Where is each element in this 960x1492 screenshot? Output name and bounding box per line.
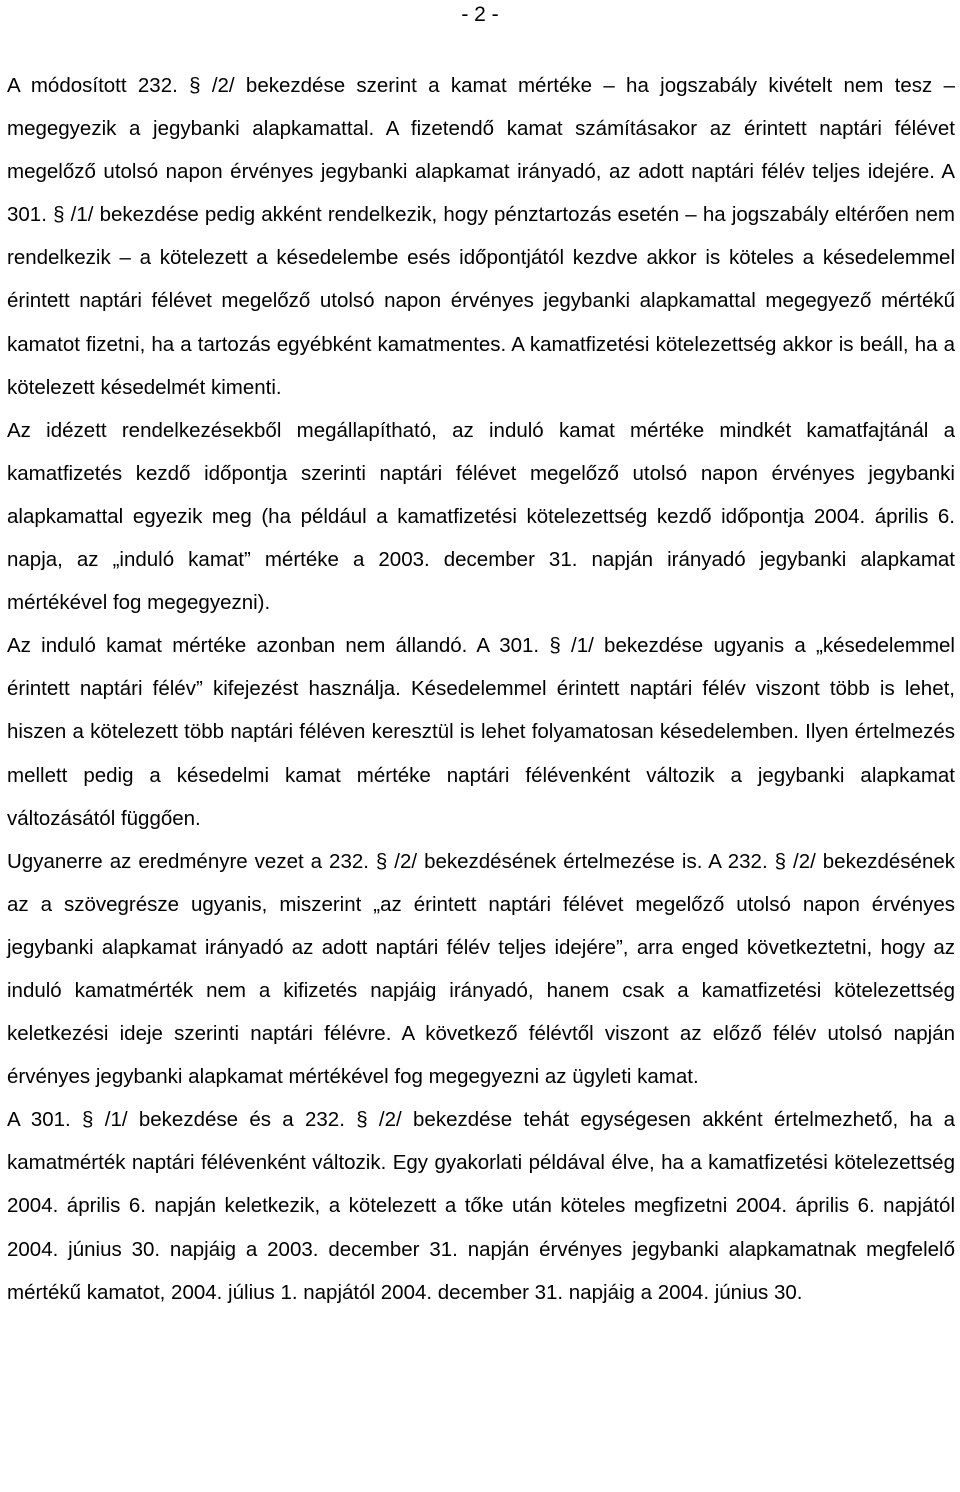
paragraph: A 301. § /1/ bekezdése és a 232. § /2/ bekezdése tehát egységesen akként értelmezhető, ha a kamatmérték naptári félévenként változik. Egy gyakorlati példával élve, ha a kamatfizetési kötelezettség 2004. április 6. napján keletkezik, a kötelezett a tőke után köteles megfizetni 2004. április 6. napjától 2004. június 30. napjáig a 2003. december 31. napján érvényes jegybanki alapkamatnak megfelelő mértékű kamatot, 2004. július 1. napjától 2004. december 31. napjáig a 2004. június 30. [7,1108,955,1304]
page-number: - 2 - [461,3,499,26]
paragraph: Ugyanerre az eredményre vezet a 232. § /2/ bekezdésének értelmezése is. A 232. § /2/ bekezdésének az a szövegrésze ugyanis, miszerint „az érintett naptári félévet megelőző utolsó napon érvényes jegybanki alapkamat irányadó az adott naptári félév teljes idejére”, arra enged következtetni, hogy az induló kamatmérték nem a kifizetés napjáig irányadó, hanem csak a kamatfizetési kötelezettség keletkezési ideje szerinti naptári félévre. A következő félévtől viszont az előző félév utolsó napján érvényes jegybanki alapkamat mértékével fog megegyezni az ügyleti kamat. [7,849,955,1089]
paragraph: Az idézett rendelkezésekből megállapítható, az induló kamat mértéke mindkét kamatfajtánál a kamatfizetés kezdő időpontja szerinti naptári félévet megelőző utolsó napon érvényes jegybanki alapkamattal egyezik meg (ha például a kamatfizetési kötelezettség kezdő időpontja 2004. április 6. napja, az „induló kamat” mértéke a 2003. december 31. napján irányadó jegybanki alapkamat mértékével fog megegyezni). [7,418,955,615]
paragraph: A módosított 232. § /2/ bekezdése szerint a kamat mértéke – ha jogszabály kivételt nem tesz – megegyezik a jegybanki alapkamattal. A fizetendő kamat számításakor az érintett naptári félévet megelőző utolsó napon érvényes jegybanki alapkamat irányadó, az adott naptári félév teljes idejére. A 301. § /1/ bekezdése pedig akként rendelkezik, hogy pénztartozás esetén – ha jogszabály eltérően nem rendelkezik – a kötelezett a késedelembe esés időpontjától kezdve akkor is köteles a késedelemmel érintett naptári félévet megelőző utolsó napon érvényes jegybanki alapkamattal megegyező mértékű kamatot fizetni, ha a tartozás egyébként kamatmentes. A kamatfizetési kötelezettség akkor is beáll, ha a kötelezett késedelmét kimenti. [7,74,955,399]
paragraph: Az induló kamat mértéke azonban nem állandó. A 301. § /1/ bekezdése ugyanis a „késedelemmel érintett naptári félév” kifejezést használja. Késedelemmel érintett naptári félév viszont több is lehet, hiszen a kötelezett több naptári féléven keresztül is lehet folyamatosan késedelemben. Ilyen értelmezés mellett pedig a késedelmi kamat mértéke naptári félévenként változik a jegybanki alapkamat változásától függően. [7,634,955,830]
document-body [7,64,955,1314]
